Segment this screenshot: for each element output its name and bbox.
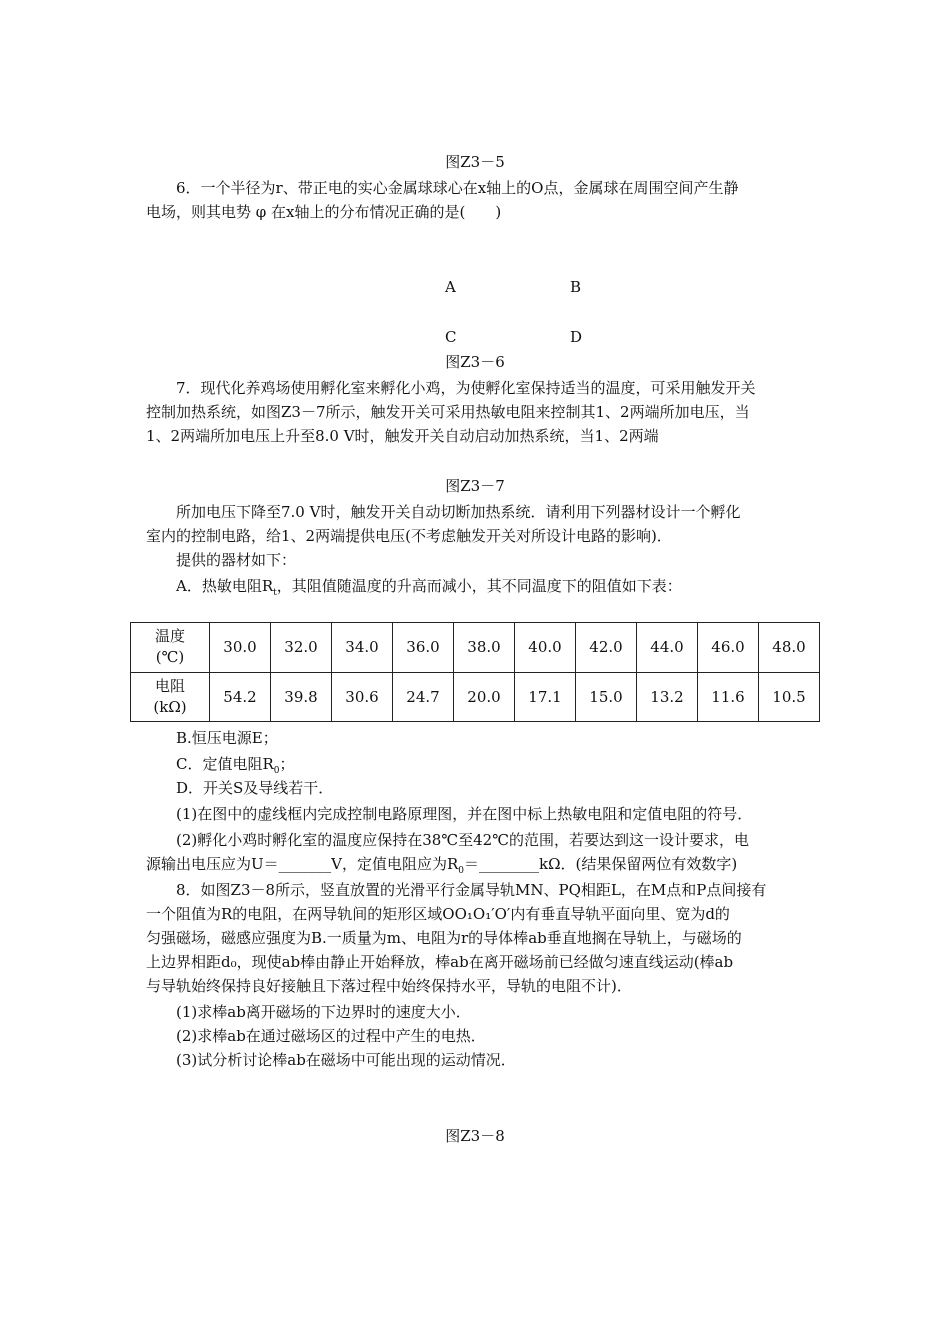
resistance-header: [131, 672, 210, 722]
figure-caption-z3-8: 图Z3－8: [445, 1127, 505, 1145]
table-cell: 30.0: [210, 623, 271, 673]
question-7-item-d: D．开关S及导线若干．: [176, 779, 334, 797]
table-cell: 40.0: [515, 623, 576, 673]
question-7-item-b: B.恒压电源E；: [176, 729, 278, 747]
table-cell: 24.7: [393, 672, 454, 722]
question-7-sub-2-line-2: [146, 854, 737, 881]
option-d-label: D: [570, 328, 583, 346]
question-7-sub-1: (1)在图中的虚线框内完成控制电路原理图，并在图中标上热敏电阻和定值电阻的符号．: [176, 805, 753, 823]
temperature-header: [131, 623, 210, 673]
table-cell: 10.5: [759, 672, 820, 722]
question-8-line-3: 匀强磁场，磁感应强度为B.一质量为m、电阻为r的导体棒ab垂直地搁在导轨上，与磁场的: [146, 929, 742, 947]
question-8-sub-2: (2)求棒ab在通过磁场区的过程中产生的电热．: [176, 1027, 486, 1045]
option-b-label: B: [570, 278, 582, 296]
question-6-line-2: 电场，则其电势 φ 在x轴上的分布情况正确的是( ): [146, 203, 502, 221]
question-8-line-2: 一个阻值为R的电阻，在两导轨间的矩形区域OO₁O₁′O′内有垂直导轨平面向里、宽为d的: [146, 905, 730, 923]
question-7-line-5: 室内的控制电路，给1、2两端提供电压(不考虑触发开关对所设计电路的影响)．: [146, 527, 672, 545]
question-8-line-4: 上边界相距d₀，现使ab棒由静止开始释放，棒ab在离开磁场前已经做匀速直线运动(棒ab: [146, 953, 734, 971]
option-c-label: C: [445, 328, 457, 346]
temperature-header-label: 温度: [154, 627, 185, 646]
question-8-line-1: 8．如图Z3－8所示，竖直放置的光滑平行金属导轨MN、PQ相距L，在M点和P点间接有: [176, 881, 767, 899]
question-6-line-1: 6．一个半径为r、带正电的实心金属球球心在x轴上的O点，金属球在周围空间产生静: [176, 179, 739, 197]
question-7-line-3: 1、2两端所加电压上升至8.0 V时，触发开关自动启动加热系统，当1、2两端: [146, 427, 659, 445]
table-row-temperature: [131, 623, 820, 673]
resistance-header-unit: (kΩ): [153, 697, 187, 716]
question-7-sub-2-line-1: (2)孵化小鸡时孵化室的温度应保持在38℃至42℃的范围，若要达到这一设计要求，电: [176, 831, 749, 849]
table-row-resistance: [131, 672, 820, 722]
figure-caption-z3-5: 图Z3－5: [445, 153, 505, 171]
table-cell: 44.0: [637, 623, 698, 673]
item-a-subscript: t: [273, 588, 277, 598]
question-7-item-a: [176, 576, 682, 603]
question-7-line-4: 所加电压下降至7.0 V时，触发开关自动切断加热系统．请利用下列器材设计一个孵化: [176, 503, 741, 521]
figure-caption-z3-6: 图Z3－6: [445, 353, 505, 371]
question-7-line-1: 7．现代化养鸡场使用孵化室来孵化小鸡，为使孵化室保持适当的温度，可采用触发开关: [176, 379, 756, 397]
table-cell: 42.0: [576, 623, 637, 673]
question-7-item-c: [176, 754, 295, 781]
question-7-line-2: 控制加热系统，如图Z3－7所示，触发开关可采用热敏电阻来控制其1、2两端所加电压，当: [146, 403, 750, 421]
item-c-text: C．定值电阻R: [176, 755, 274, 773]
question-7-line-6: 提供的器材如下：: [176, 551, 297, 569]
question-8-line-5: 与导轨始终保持良好接触且下落过程中始终保持水平，导轨的电阻不计)．: [146, 977, 632, 995]
table-cell: 39.8: [271, 672, 332, 722]
question-8-sub-1: (1)求棒ab离开磁场的下边界时的速度大小．: [176, 1003, 471, 1021]
table-cell: 13.2: [637, 672, 698, 722]
figure-caption-z3-7: 图Z3－7: [445, 477, 505, 495]
item-c-subscript: 0: [273, 766, 280, 776]
table-cell: 20.0: [454, 672, 515, 722]
thermistor-data-table: [130, 622, 820, 722]
item-a-rest: ，其阻值随温度的升高而减小，其不同温度下的阻值如下表：: [276, 577, 682, 595]
item-a-text: A．热敏电阻R: [176, 577, 274, 595]
table-cell: 34.0: [332, 623, 393, 673]
table-cell: 11.6: [698, 672, 759, 722]
table-cell: 48.0: [759, 623, 820, 673]
temperature-header-unit: (℃): [155, 648, 185, 667]
table-cell: 38.0: [454, 623, 515, 673]
sub-2-resistance-text: ＝________kΩ．(结果保留两位有效数字): [464, 855, 738, 873]
table-cell: 30.6: [332, 672, 393, 722]
table-cell: 32.0: [271, 623, 332, 673]
table-cell: 17.1: [515, 672, 576, 722]
sub-2-voltage-text: 源输出电压应为U＝_______V，定值电阻应为R: [146, 855, 459, 873]
table-cell: 46.0: [698, 623, 759, 673]
resistance-header-label: 电阻: [154, 676, 185, 695]
question-8-sub-3: (3)试分析讨论棒ab在磁场中可能出现的运动情况．: [176, 1051, 516, 1069]
item-c-rest: ；: [279, 755, 295, 773]
table-cell: 36.0: [393, 623, 454, 673]
table-cell: 54.2: [210, 672, 271, 722]
sub-2-subscript: 0: [458, 866, 465, 876]
option-a-label: A: [445, 278, 456, 296]
table-cell: 15.0: [576, 672, 637, 722]
